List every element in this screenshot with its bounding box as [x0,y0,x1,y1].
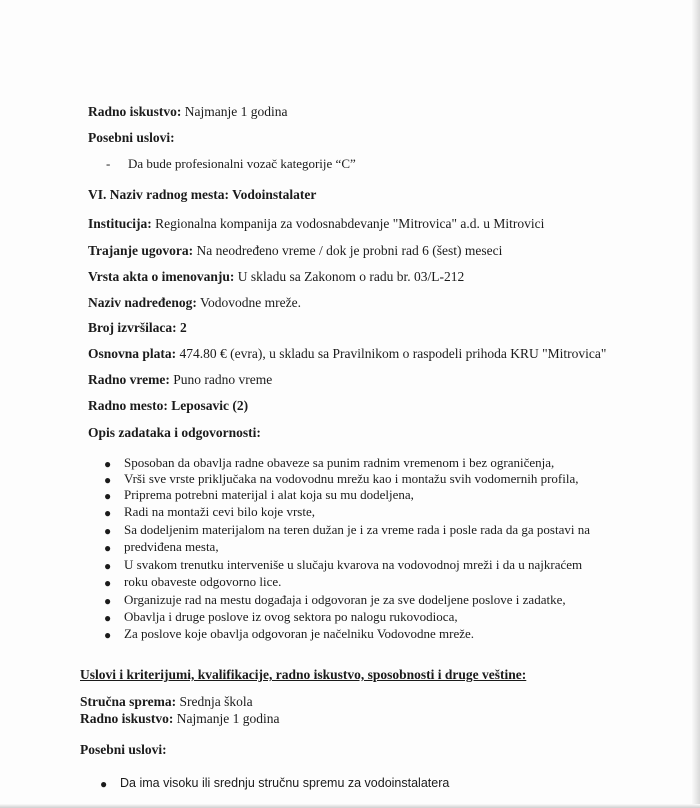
work-experience-value: Najmanje 1 godina [181,104,288,119]
education-label: Stručna sprema: [80,694,177,709]
duty-item: Za poslove koje obavlja odgovoran je načelniku Vodovodne mreže. [124,626,475,641]
institution-label: Institucija: [88,216,152,231]
requirements-heading: Uslovi i kriterijumi, kvalifikacije, radno iskustvo, sposobnosti i druge veštine: [80,667,527,682]
duty-item: Radi na montaži cevi bilo koje vrste, [124,504,315,519]
supervisor-value: Vodovodne mreže. [196,295,301,310]
education-value: Srednja škola [176,694,253,709]
requirements-special-item: Da ima visoku ili srednju stručnu spremu za vodoinstalatera [120,776,450,790]
bullet-marker: ● [104,628,112,642]
duty-item: Sa dodeljenim materijalom na teren dužan je i za vreme rada i posle rada da ga postavi na [124,522,591,537]
position-title: VI. Naziv radnog mesta: Vodoinstalater [88,187,317,202]
duty-item: Sposoban da obavlja radne obaveze sa punim radnim vremenom i bez ograničenja, [124,455,555,470]
duty-item: Organizuje rad na mestu događaja i odgovoran je za sve dodeljene poslove i zadatke, [124,592,566,607]
appointment-act-line [88,269,464,285]
workplace-line: Radno mesto: Leposavic (2) [88,398,249,413]
duty-item: Vrši sve vrste priključaka na vodovodnu mrežu kao i montažu svih vodomernih profila, [124,471,579,486]
appointment-act-label: Vrsta akta o imenovanju: [88,269,235,284]
page-edge-shadow [692,0,700,808]
bullet-marker: ● [104,559,112,573]
contract-duration-line [88,243,502,259]
bullet-marker: ● [104,489,112,503]
dash-marker: - [106,156,111,171]
bullet-marker: ● [104,524,112,538]
bullet-marker: ● [104,506,112,520]
work-experience-line [88,104,288,120]
special-conditions-heading: Posebni uslovi: [88,130,175,145]
appointment-act-value: U skladu sa Zakonom o radu br. 03/L-212 [234,269,465,284]
duty-item: U svakom trenutku interveniše u slučaju kvarova na vodovodnoj mreži i da u najkraćem [124,557,583,572]
duty-item-continuation: roku obaveste odgovorno lice. [124,574,282,589]
contract-duration-label: Trajanje ugovora: [88,243,194,258]
institution-value: Regionalna kompanija za vodosnabdevanje "Mitrovica" a.d. u Mitrovici [151,216,545,231]
page-bottom-shadow [0,804,700,808]
duties-heading: Opis zadataka i odgovornosti: [88,425,261,440]
supervisor-label: Naziv nadređenog: [88,295,197,310]
working-hours-label: Radno vreme: [88,372,170,387]
duty-item-continuation: predviđena mesta, [124,539,219,554]
bullet-marker: ● [104,594,112,608]
contract-duration-value: Na neodređeno vreme / dok je probni rad 6 (šest) meseci [193,243,503,258]
duty-item: Obavlja i druge poslove iz ovog sektora po nalogu rukovodioca, [124,609,458,624]
working-hours-line [88,372,272,388]
bullet-marker: ● [100,777,108,791]
requirements-experience-label: Radno iskustvo: [80,711,174,726]
education-line [80,694,253,710]
duty-item: Priprema potrebni materijal i alat koja su mu dodeljena, [124,487,414,502]
requirements-special-heading: Posebni uslovi: [80,742,167,757]
bullet-marker: ● [104,576,112,590]
special-condition-item: Da bude profesionalni vozač kategorije “C” [128,156,356,171]
base-salary-label: Osnovna plata: [88,346,177,361]
requirements-experience-value: Najmanje 1 godina [173,711,280,726]
working-hours-value: Puno radno vreme [169,372,273,387]
bullet-marker: ● [104,541,112,555]
bullet-marker: ● [104,457,112,471]
supervisor-line [88,295,301,311]
institution-line [88,216,544,232]
base-salary-line [88,346,606,362]
base-salary-value: 474.80 € (evra), u skladu sa Pravilnikom o raspodeli prihoda KRU "Mitrovica" [176,346,607,361]
work-experience-label: Radno iskustvo: [88,104,182,119]
bullet-marker: ● [104,473,112,487]
number-of-workers: Broj izvršilaca: 2 [88,320,187,335]
bullet-marker: ● [104,611,112,625]
requirements-experience-line [80,711,280,727]
